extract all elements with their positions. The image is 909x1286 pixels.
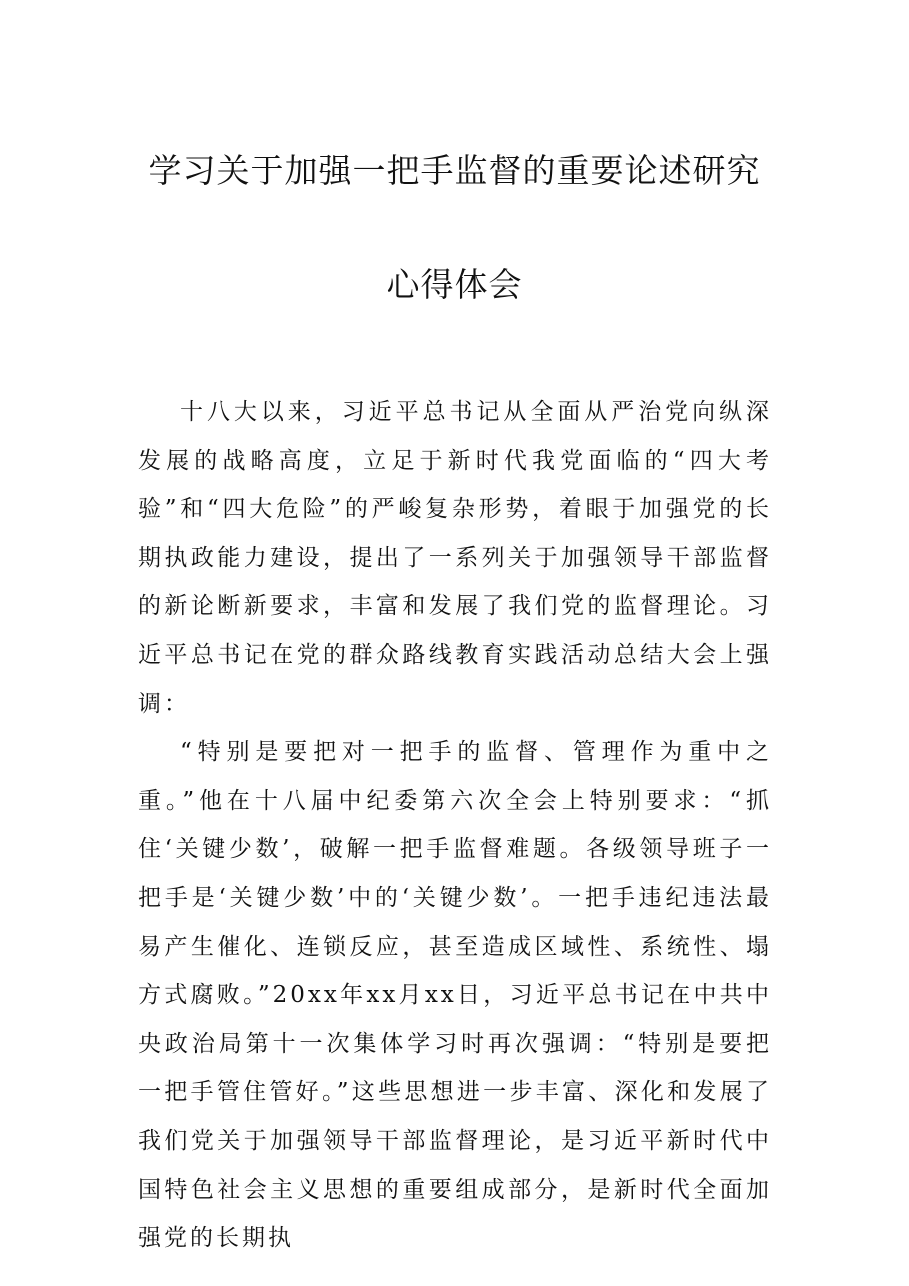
document-body (138, 388, 772, 1263)
paragraph-1: 十八大以来，习近平总书记从全面从严治党向纵深发展的战略高度，立足于新时代我党面临的“四大考验”和“四大危险”的严峻复杂形势，着眼于加强党的长期执政能力建设，提出了一系列关于加强领导干部监督的新论断新要求，丰富和发展了我们党的监督理论。习近平总书记在党的群众路线教育实践活动总结大会上强调： (138, 399, 772, 717)
title-line-2: 心得体会 (386, 265, 523, 304)
title-line-1: 学习关于加强一把手监督的重要论述研究 (148, 151, 761, 190)
document-title (0, 142, 909, 314)
paragraph-2: “特别是要把对一把手的监督、管理作为重中之重。”他在十八届中纪委第六次全会上特别要求：“抓住‘关键少数’，破解一把手监督难题。各级领导班子一把手是‘关键少数’中的‘关键少数’。一把手违纪违法最易产生催化、连锁反应，甚至造成区域性、系统性、塌方式腐败。”20xx年xx月xx日，习近平总书记在中共中央政治局第十一次集体学习时再次强调：“特别是要把一把手管住管好。”这些思想进一步丰富、深化和发展了我们党关于加强领导干部监督理论，是习近平新时代中国特色社会主义思想的重要组成部分，是新时代全面加强党的长期执 (138, 739, 772, 1252)
